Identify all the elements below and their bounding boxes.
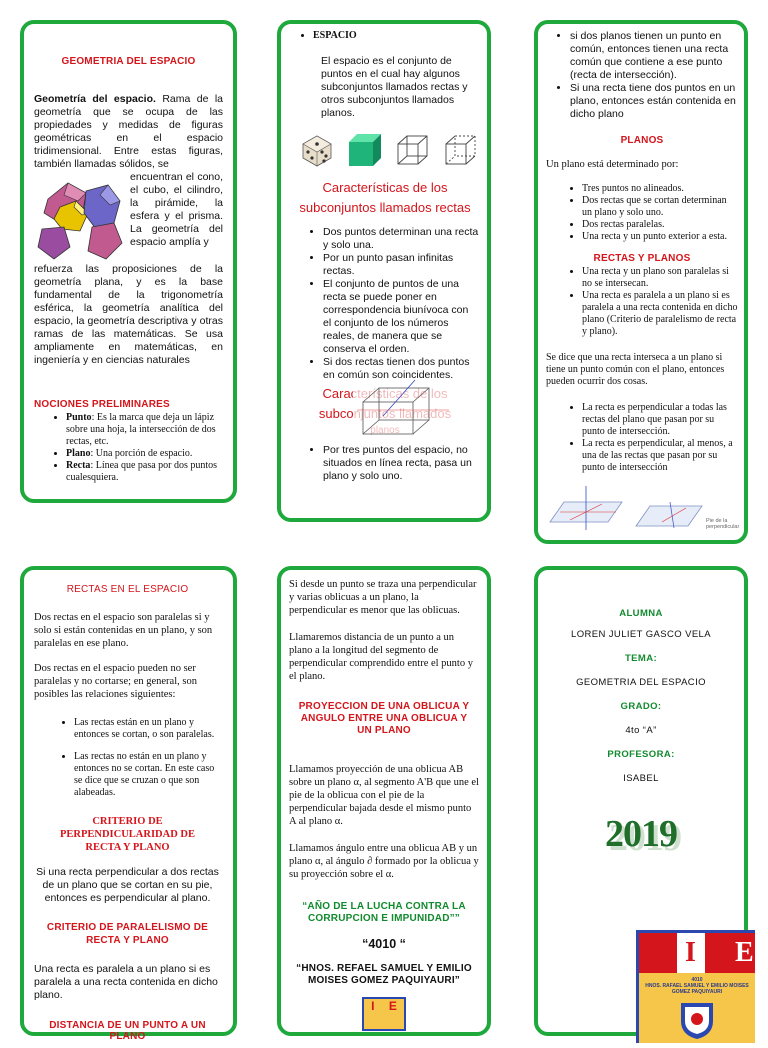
small-logo-letter-e: E	[388, 999, 397, 1013]
proyeccion-title: PROYECCION DE UNA OBLICUA Y ANGULO ENTRE UNA OBLICUA Y UN PLANO	[298, 701, 470, 736]
panel-planos	[534, 20, 748, 544]
intro-text-1: Rama de la geometría que se ocupa de las propiedades y medidas de figuras geométricas en el espacio tridimensional. Entre estas figuras, también llamadas sólidos, se	[34, 93, 223, 170]
rectas-p1: Dos rectas en el espacio son paralelas si y solo si están contenidas en un plano, y son paralelas en ese plano.	[34, 612, 213, 649]
solids-row	[291, 132, 479, 168]
criterio-perp-title: CRITERIO DE PERPENDICULARIDAD DE RECTA Y PLANO	[59, 816, 196, 853]
planos-title-line3: planos	[370, 425, 400, 436]
box-diagram	[353, 380, 453, 440]
planos-title-line2: subconjuntos llamados	[318, 406, 452, 421]
panel-proyeccion	[277, 566, 491, 1036]
criterio-par-text: Una recta es paralela a un plano si es paralela a una recta contenida en dicho plano.	[34, 963, 218, 1001]
proy-p2: Llamaremos distancia de un punto a un plano a la longitud del segmento de perpendicular comprendido entre el punto y el plano.	[289, 632, 473, 682]
list-item: • La recta es perpendicular a todas las rectas del plano que pasan por su punto de intersección.	[582, 402, 738, 438]
planos-list	[291, 444, 479, 483]
logo-emblem-icon	[677, 999, 717, 1039]
espacio-heading-list	[291, 30, 479, 41]
rectas-planos-list	[546, 266, 738, 338]
list-item: • Una recta es paralela a un plano si es paralela a una recta contenida en dicho plano (Criterio de paralelismo de recta y plano).	[582, 290, 738, 338]
list-item: • Recta: Línea que pasa por dos puntos cualesquiera.	[66, 460, 223, 484]
panel-cover	[534, 566, 754, 1036]
school-number: “4010 “	[362, 937, 406, 951]
alumna-label: ALUMNA	[619, 608, 663, 619]
panel-rectas-espacio	[20, 566, 237, 1042]
logo-letter-e: E	[735, 937, 754, 968]
list-item: • Las rectas no están en un plano y entonces no se cortan. En este caso se dice que se cruzan o que son alabeadas.	[74, 751, 221, 799]
oblique-plane-figure	[634, 500, 704, 530]
perpendicular-figures	[546, 486, 738, 530]
list-item: • Una recta y un plano son paralelas si no se intersecan.	[582, 266, 738, 290]
planos-title: PLANOS	[620, 135, 664, 146]
list-item: • El conjunto de puntos de una recta se puede poner en correspondencia biunívoca con el conjunto de los números reales, de manera que se conserva el orden.	[323, 278, 479, 356]
alumna-name: LOREN JULIET GASCO VELA	[571, 629, 711, 640]
proy-p3: Llamamos proyección de una oblicua AB sobre un plano α, al segmento A'B que une el pie de la oblicua con el pie de la perpendicular bajada desde el mismo punto A al plano α.	[289, 764, 479, 827]
espacio-label: • ESPACIO	[313, 30, 479, 41]
interseca-text: Se dice que una recta interseca a un plano si tiene un punto común con el plano, entonces pueden ocurrir dos cosas.	[546, 352, 725, 387]
caract-title: Características de los subconjuntos llamados rectas	[299, 180, 471, 215]
list-item: • Por un punto pasan infinitas rectas.	[323, 252, 479, 278]
criterio-par-title: CRITERIO DE PARALELISMO DE RECTA Y PLANO	[46, 922, 209, 946]
planos-title-block	[291, 384, 479, 444]
logo-line2: GOMEZ PAQUIYAURI	[671, 989, 723, 995]
panel1-title: GEOMETRIA DEL ESPACIO	[61, 56, 196, 67]
perpendicular-plane-figure	[546, 486, 626, 530]
planos-intro: Un plano está determinado por:	[546, 159, 679, 170]
distancia-title: DISTANCIA DE UN PUNTO A UN PLANO	[49, 1020, 206, 1042]
list-item: • Por tres puntos del espacio, no situados en línea recta, pasa un plano y solo uno.	[323, 444, 479, 483]
rectas-list	[34, 717, 221, 799]
logo-number: 4010	[691, 977, 703, 983]
green-cube-icon	[347, 132, 383, 168]
list-item: • Si dos rectas tienen dos puntos en común son coincidentes.	[323, 356, 479, 382]
rectas-espacio-title: RECTAS EN EL ESPACIO	[66, 584, 189, 595]
panel-geometria-intro	[20, 20, 237, 503]
list-item: • Dos rectas paralelas.	[582, 219, 738, 231]
school-name: “HNOS. REFAEL SAMUEL Y EMILIO MOISES GOMEZ PAQUIYAURI”	[296, 963, 472, 986]
criterio-perp-text: Si una recta perpendicular a dos rectas de un plano que se cortan en su pie, entonces es perpendicular al plano.	[36, 866, 219, 904]
list-item: • Tres puntos no alineados.	[582, 183, 738, 195]
planos-title-line1: Características de los	[322, 386, 448, 401]
list-item: • Si una recta tiene dos puntos en un plano, entonces están contenida en dicho plano	[570, 82, 738, 121]
grado-value: 4to “A”	[625, 725, 657, 736]
small-school-logo	[362, 997, 406, 1031]
dashed-cube-icon	[443, 132, 479, 168]
nociones-title: NOCIONES PRELIMINARES	[34, 399, 170, 410]
list-item: • Dos puntos determinan una recta y solo una.	[323, 226, 479, 252]
caract-list	[291, 226, 479, 382]
list-item: • Una recta y un punto exterior a esta.	[582, 231, 738, 243]
list-item: • Las rectas están en un plano y entonces se cortan, o son paralelas.	[74, 717, 221, 741]
dice-icon	[299, 132, 335, 168]
motto: “AÑO DE LA LUCHA CONTRA LA CORRUPCION E IMPUNIDAD””	[302, 901, 466, 924]
espacio-text: El espacio es el conjunto de puntos en el cual hay algunos subconjuntos llamados rectas y otros subconjuntos llamados planos.	[321, 55, 468, 119]
profesora-value: ISABEL	[623, 773, 659, 784]
school-logo	[636, 930, 755, 1043]
list-item: • Dos rectas que se cortan determinan un plano y solo uno.	[582, 195, 738, 219]
rectas-p2: Dos rectas en el espacio pueden no ser paralelas y no cortarse; en general, son posibles las relaciones siguientes:	[34, 663, 197, 700]
list-item: • si dos planos tienen un punto en común, entonces tienen una recta común que contiene a ese punto (recta de intersección).	[570, 30, 738, 82]
planos-list	[546, 183, 738, 243]
nociones-list	[34, 412, 223, 484]
small-logo-letter-i: I	[371, 999, 375, 1013]
wire-cube-icon	[395, 132, 431, 168]
logo-letter-i: I	[685, 937, 696, 968]
panel-espacio	[277, 20, 491, 522]
proy-p4: Llamamos ángulo entre una oblicua AB y un plano α, al ángulo ∂ formado por la oblicua y su proyección sobre el α.	[289, 843, 479, 880]
list-item: • La recta es perpendicular, al menos, a una de las rectas que pasan por su punto de intersección	[582, 438, 738, 474]
proy-p1: Si desde un punto se traza una perpendicular y varias oblicuas a un plano, la perpendicular es menor que las oblicuas.	[289, 579, 477, 616]
year: 2019	[605, 813, 677, 855]
intersection-list	[546, 30, 738, 121]
intro-wrap-text: encuentran el cono, el cubo, el cilindro, la pirámide, la esfera y el prisma. La geometría del espacio amplía y	[130, 171, 223, 248]
intro-text-2: refuerza las proposiciones de la geometría plana, y es la base fundamental de la trigonometría esférica, la geometría analítica del espacio, la geometría descriptiva y otras ramas de las matemáticas. Se usa ampliamente en matemáticas, en ingeniería y en ciencias naturales	[34, 263, 223, 366]
intro-bold: Geometría del espacio.	[34, 93, 156, 105]
list-item: • Punto: Es la marca que deja un lápiz sobre una hoja, la intersección de dos rectas, etc.	[66, 412, 223, 448]
rectas-planos-title: RECTAS Y PLANOS	[593, 253, 691, 264]
logo-line1: HNOS. RAFAEL SAMUEL Y EMILIO MOISES	[645, 983, 749, 989]
tema-label: TEMA:	[624, 653, 658, 664]
tema-value: GEOMETRIA DEL ESPACIO	[576, 677, 706, 688]
list-item: • Plano: Una porción de espacio.	[66, 448, 223, 460]
perpendicular-list	[546, 402, 738, 474]
grado-label: GRADO:	[620, 701, 662, 712]
intro-paragraph	[34, 93, 223, 171]
figure-caption: Pie de la perpendicular	[706, 518, 740, 530]
profesora-label: PROFESORA:	[607, 749, 675, 760]
polyhedra-illustration	[34, 171, 126, 263]
